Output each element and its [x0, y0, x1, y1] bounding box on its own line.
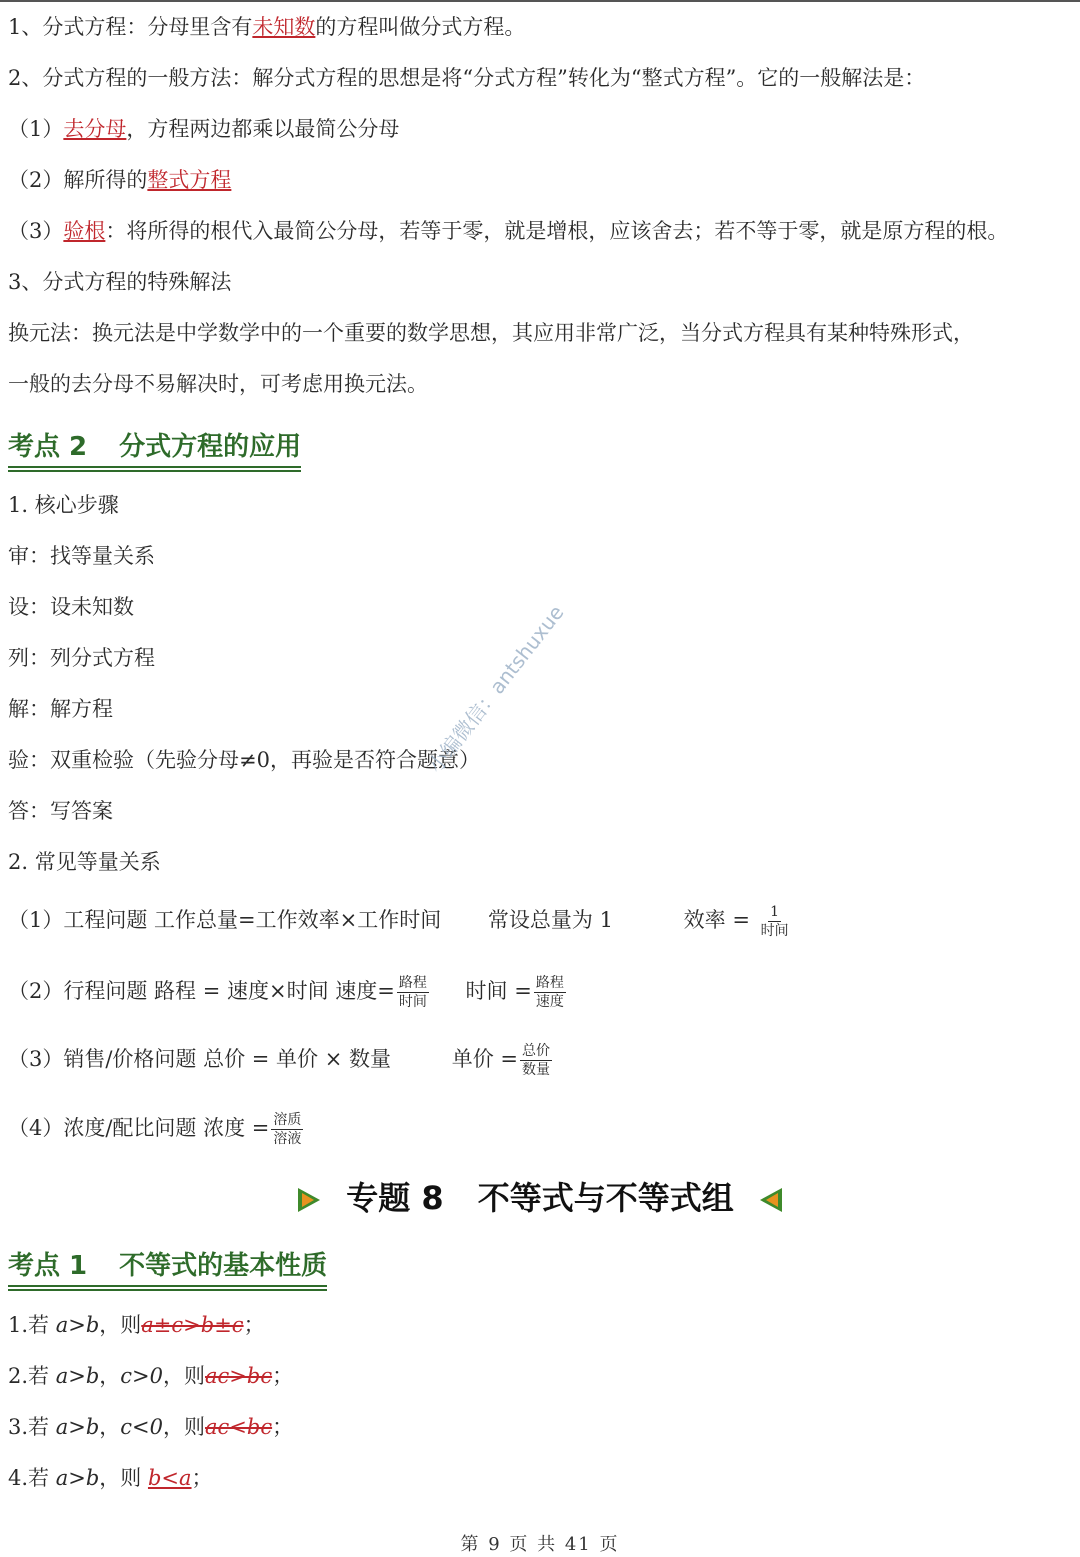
property-1: 1.若 a>b，则a±c>b±c； [8, 1313, 265, 1337]
topic-banner: 专题 8 不等式与不等式组 [0, 1176, 1080, 1220]
top-rule [0, 0, 1080, 2]
fraction-time: $\frac{\text{路程}}{\text{速度}}$ [535, 975, 564, 1010]
property-4: 4.若 a>b，则 b<a； [8, 1466, 213, 1490]
substitution-line-1: 换元法：换元法是中学数学中的一个重要的数学思想，其应用非常广泛，当分式方程具有某种特殊形式， [8, 321, 974, 345]
property-2: 2.若 a>b，c>0，则ac>bc； [8, 1364, 294, 1388]
substitution-line-2: 一般的去分母不易解决时，可考虑用换元法。 [8, 372, 428, 396]
step-3: （3）验根：将所得的根代入最简公分母，若等于零，就是增根，应该舍去；若不等于零，就是原方程的根。 [8, 219, 1009, 243]
step-solve: 解：解方程 [8, 697, 113, 721]
relation-work: （1）工程问题 工作总量=工作效率×工作时间 常设总量为 1 效率 = $\frac{1}{\text{时间}}$ [8, 904, 789, 939]
relation-concentration: （4）浓度/配比问题 浓度 = $\frac{\text{溶质}}{\text{溶液}}$ [8, 1112, 302, 1147]
watermark: 小编微信：antshuxue [423, 600, 569, 778]
definition-line: 1、分式方程：分母里含有未知数的方程叫做分式方程。 [8, 15, 526, 39]
method-line: 2、分式方程的一般方法：解分式方程的思想是将“分式方程”转化为“整式方程”。它的一般解法是： [8, 66, 926, 90]
fraction-efficiency: $\frac{1}{\text{时间}}$ [760, 904, 789, 939]
highlight-unknown: 未知数 [252, 15, 316, 39]
special-method-title: 3、分式方程的特殊解法 [8, 270, 232, 294]
step-check: 验：双重检验（先验分母≠0，再验是否符合题意） [8, 748, 480, 772]
relation-price: （3）销售/价格问题 总价 = 单价 × 数量 单价 = $\frac{\text{总价}}{\text{数量}}$ [8, 1043, 550, 1078]
step-set: 设：设未知数 [8, 595, 134, 619]
property-3: 3.若 a>b，c<0，则ac<bc； [8, 1415, 294, 1439]
step-answer: 答：写答案 [8, 799, 113, 823]
arrow-right-icon [298, 1188, 320, 1212]
step-review: 审：找等量关系 [8, 544, 155, 568]
core-steps-title: 1. 核心步骤 [8, 493, 119, 517]
relation-travel: （2）行程问题 路程 = 速度×时间 速度= $\frac{\text{路程}}{\text{时间}}$ 时间 = $\frac{\text{路程}}{\text{速度}}$ [8, 975, 564, 1010]
page-footer: 第 9 页 共 41 页 [460, 1534, 620, 1555]
step-2: （2）解所得的整式方程 [8, 168, 232, 192]
arrow-left-icon [760, 1188, 782, 1212]
step-1: （1）去分母，方程两边都乘以最简公分母 [8, 117, 400, 141]
fraction-concentration: $\frac{\text{溶质}}{\text{溶液}}$ [273, 1112, 302, 1147]
section-heading-1: 考点 1 不等式的基本性质 [8, 1249, 327, 1291]
fraction-speed: $\frac{\text{路程}}{\text{时间}}$ [398, 975, 427, 1010]
common-relations-title: 2. 常见等量关系 [8, 850, 161, 874]
step-list: 列：列分式方程 [8, 646, 155, 670]
fraction-unit-price: $\frac{\text{总价}}{\text{数量}}$ [521, 1043, 550, 1078]
section-heading-2: 考点 2 分式方程的应用 [8, 430, 301, 472]
